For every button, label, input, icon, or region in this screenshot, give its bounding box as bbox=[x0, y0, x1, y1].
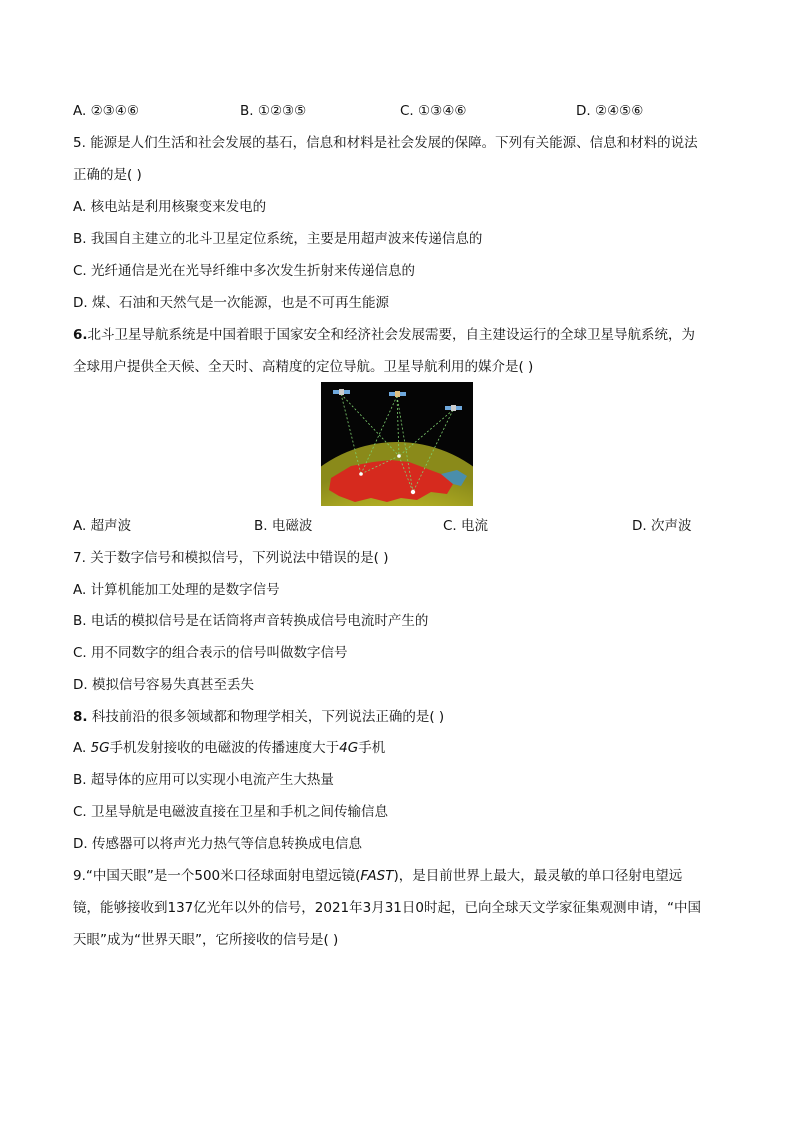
q6-stem-text: 北斗卫星导航系统是中国着眼于国家安全和经济社会发展需要，自主建设运行的全球卫星导航系统，为 bbox=[87, 327, 696, 343]
q5-option-d: D. 煤、石油和天然气是一次能源，也是不可再生能源 bbox=[73, 295, 389, 311]
q9-stem-line3: 天眼”成为“世界天眼”，它所接收的信号是( ) bbox=[73, 932, 339, 948]
ground-receiver-icon bbox=[411, 490, 415, 494]
q6-stem-line2: 全球用户提供全天候、全天时、高精度的定位导航。卫星导航利用的媒介是( ) bbox=[73, 359, 534, 375]
q8-option-a-5g: 5G bbox=[90, 740, 110, 756]
q6-number: 6. bbox=[73, 327, 88, 343]
q4-option-a: A. ②③④⑥ bbox=[73, 103, 139, 119]
q8-stem-text: 科技前沿的很多领域都和物理学相关，下列说法正确的是( ) bbox=[91, 709, 445, 725]
q8-option-b: B. 超导体的应用可以实现小电流产生大热量 bbox=[73, 772, 334, 788]
q8-option-a-tail: 手机 bbox=[358, 740, 386, 756]
q7-stem-text: 关于数字信号和模拟信号，下列说法中错误的是( ) bbox=[90, 550, 389, 566]
q9-fast: FAST bbox=[360, 868, 394, 884]
q7-option-a: A. 计算机能加工处理的是数字信号 bbox=[73, 582, 280, 598]
q5-option-b: B. 我国自主建立的北斗卫星定位系统，主要是用超声波来传递信息的 bbox=[73, 231, 483, 247]
q6-option-d: D. 次声波 bbox=[632, 518, 692, 534]
q6-option-c: C. 电流 bbox=[443, 518, 489, 534]
q5-stem-line2: 正确的是( ) bbox=[73, 167, 142, 183]
q6-option-b: B. 电磁波 bbox=[254, 518, 313, 534]
q8-stem bbox=[73, 708, 444, 726]
q8-number: 8. bbox=[73, 709, 88, 725]
q7-option-b: B. 电话的模拟信号是在话筒将声音转换成信号电流时产生的 bbox=[73, 613, 429, 629]
q6-stem-line1 bbox=[73, 326, 695, 344]
q8-option-a-text: 手机发射接收的电磁波的传播速度大于 bbox=[109, 740, 340, 756]
q5-stem-line1 bbox=[73, 134, 698, 152]
q7-option-c: C. 用不同数字的组合表示的信号叫做数字信号 bbox=[73, 645, 348, 661]
q7-stem bbox=[73, 549, 389, 567]
q5-stem-text: 能源是人们生活和社会发展的基石，信息和材料是社会发展的保障。下列有关能源、信息和材料的说法 bbox=[90, 135, 698, 151]
q5-option-a: A. 核电站是利用核聚变来发电的 bbox=[73, 199, 267, 215]
q8-option-d: D. 传感器可以将声光力热气等信息转换成电信息 bbox=[73, 836, 362, 852]
q5-option-c: C. 光纤通信是光在光导纤维中多次发生折射来传递信息的 bbox=[73, 263, 416, 279]
q4-option-d: D. ②④⑤⑥ bbox=[576, 103, 644, 119]
ground-receiver-icon bbox=[359, 472, 363, 476]
q4-option-c: C. ①③④⑥ bbox=[400, 103, 467, 119]
q9-stem-line2: 镜，能够接收到137亿光年以外的信号，2021年3月31日0时起，已向全球天文学家征集观测申请，“中国 bbox=[73, 900, 701, 916]
q9-stem-line1 bbox=[73, 867, 682, 885]
q7-number: 7. bbox=[73, 550, 86, 566]
q8-option-a-4g: 4G bbox=[339, 740, 359, 756]
q9-number: 9. bbox=[73, 868, 86, 884]
q6-option-a: A. 超声波 bbox=[73, 518, 132, 534]
q7-option-d: D. 模拟信号容易失真甚至丢失 bbox=[73, 677, 254, 693]
q9-line1-tail: )，是目前世界上最大，最灵敏的单口径射电望远 bbox=[393, 868, 683, 884]
q9-line1-text: “中国天眼”是一个500米口径球面射电望远镜( bbox=[85, 868, 361, 884]
q8-option-c: C. 卫星导航是电磁波直接在卫星和手机之间传输信息 bbox=[73, 804, 389, 820]
q8-option-a bbox=[73, 739, 385, 757]
q5-number: 5. bbox=[73, 135, 86, 151]
q8-option-a-letter: A. bbox=[73, 740, 91, 756]
ground-receiver-icon bbox=[397, 454, 401, 458]
satellite-navigation-image bbox=[321, 382, 473, 506]
q4-option-b: B. ①②③⑤ bbox=[240, 103, 307, 119]
